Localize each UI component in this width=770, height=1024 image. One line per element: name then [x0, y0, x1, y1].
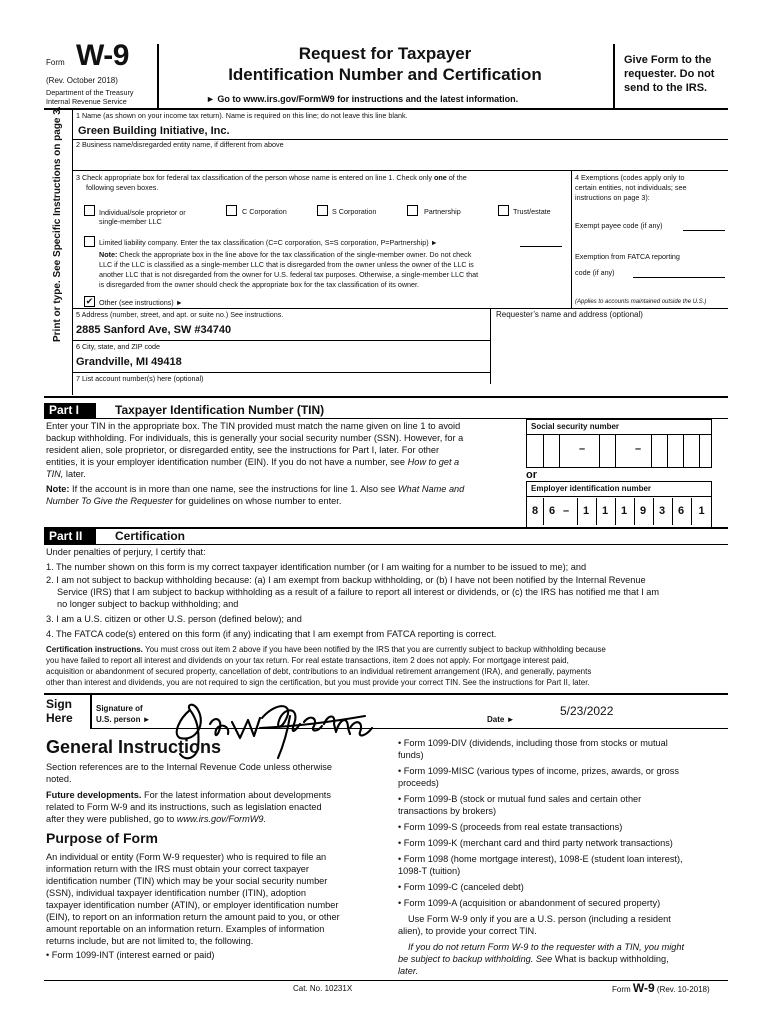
- exemptions-label-2: certain entities, not individuals; see: [575, 183, 687, 192]
- cert-item-4: 4. The FATCA code(s) entered on this form (if any) indicating that I am exempt from FATCA reporting is correct.: [46, 629, 497, 639]
- exemptions-label-3: instructions on page 3):: [575, 193, 650, 202]
- list-item: • Form 1099-INT (interest earned or paid): [46, 950, 215, 960]
- general-text-2: noted.: [46, 774, 72, 784]
- llc-classification-field[interactable]: [520, 246, 562, 247]
- ein-digit: 1: [596, 498, 613, 525]
- purpose-text: information return with the IRS must obtain your correct taxpayer: [46, 864, 309, 874]
- form-label: Form: [46, 58, 65, 67]
- cert-item-1: 1. The number shown on this form is my correct taxpayer identification number (or I am waiting for a number to be issued to me); and: [46, 562, 587, 572]
- backup-note-3: later.: [398, 966, 419, 976]
- list-item: • Form 1099-A (acquisition or abandonment of secured property): [398, 898, 661, 908]
- revision: (Rev. October 2018): [46, 76, 118, 85]
- exempt-payee-label: Exempt payee code (if any): [575, 221, 663, 230]
- general-text-1: Section references are to the Internal Revenue Code unless otherwise: [46, 762, 333, 772]
- individual-label-2: single-member LLC: [99, 217, 162, 226]
- purpose-text: returns include, but are not limited to, the following.: [46, 936, 254, 946]
- backup-note-2: be subject to backup withholding. See What is backup withholding,: [398, 954, 669, 964]
- other-checkbox[interactable]: ✔: [85, 296, 94, 306]
- list-item: • Form 1099-B (stock or mutual fund sales and certain other: [398, 794, 642, 804]
- list-item: • Form 1099-C (canceled debt): [398, 882, 524, 892]
- signature-label-1: Signature of: [96, 704, 143, 713]
- account-numbers-field[interactable]: [78, 384, 718, 394]
- fatca-applies-note: (Applies to accounts maintained outside the U.S.): [575, 299, 707, 305]
- backup-note-1: If you do not return Form W-9 to the requester with a TIN, you might: [408, 942, 685, 952]
- line3-label-cont: following seven boxes.: [86, 183, 159, 192]
- llc-checkbox[interactable]: [84, 236, 95, 247]
- part2-tag: Part II: [44, 529, 96, 544]
- give-form-note-3: send to the IRS.: [624, 82, 708, 94]
- signature-label-2: U.S. person ►: [96, 715, 151, 724]
- ssn-field[interactable]: – –: [526, 434, 712, 468]
- goto-instructions: ► Go to www.irs.gov/FormW9 for instructions and the latest information.: [206, 94, 519, 104]
- line7-label: 7 List account number(s) here (optional): [76, 374, 204, 383]
- ein-digit: 6: [672, 498, 689, 525]
- part1-note-1: Note: If the account is in more than one name, see the instructions for line 1. Also see What Name and: [46, 484, 465, 494]
- give-form-note-2: requester. Do not: [624, 68, 715, 80]
- give-form-note-1: Give Form to the: [624, 54, 712, 66]
- list-item: • Form 1099-MISC (various types of income, prizes, awards, or gross: [398, 766, 679, 776]
- fatca-label-2: code (if any): [575, 268, 615, 277]
- list-item: • Form 1099-DIV (dividends, including those from stocks or mutual: [398, 738, 668, 748]
- business-name-field[interactable]: [78, 150, 718, 168]
- llc-note-2: LLC if the LLC is classified as a single-member LLC that is disregarded from the owner unless the owner of the LLC is: [99, 260, 474, 269]
- trust-label: Trust/estate: [513, 207, 551, 216]
- ein-digit: 6: [543, 498, 560, 525]
- individual-label-1: Individual/sole proprietor or: [99, 208, 186, 217]
- list-item: 1098-T (tuition): [398, 866, 461, 876]
- llc-note: Note: Check the appropriate box in the line above for the tax classification of the single-member owner. Do not check: [99, 250, 472, 259]
- form-number: W-9: [76, 39, 129, 72]
- fatca-field[interactable]: [633, 277, 725, 278]
- part1-text-5: TIN, later.: [46, 469, 86, 479]
- cert-item-2: 2. I am not subject to backup withholding because: (a) I am exempt from backup withholding, or (b) I have not been notified by the Internal Revenue: [46, 575, 646, 585]
- list-item: transactions by brokers): [398, 806, 497, 816]
- partnership-label: Partnership: [424, 207, 461, 216]
- llc-label: Limited liability company. Enter the tax classification (C=C corporation, S=S corporation, P=Partnership) ►: [99, 238, 438, 247]
- form-header: [0, 0, 770, 112]
- exempt-payee-field[interactable]: [683, 230, 725, 231]
- line2-label: 2 Business name/disregarded entity name, if different from above: [76, 140, 284, 149]
- sign-label: Sign: [46, 697, 72, 711]
- purpose-text: (EIN), to report on an information return the amount paid to you, or other: [46, 912, 340, 922]
- name-field[interactable]: Green Building Initiative, Inc.: [78, 125, 230, 137]
- ein-digit: 1: [615, 498, 632, 525]
- purpose-text: taxpayer identification number (ATIN), or employer identification number: [46, 900, 339, 910]
- part1-text-3: resident alien, sole proprietor, or disregarded entity, see the instructions for Part I, later. For other: [46, 445, 440, 455]
- purpose-text: identification number (TIN) which may be your social security number: [46, 876, 328, 886]
- purpose-text: amount reportable on an information return. Examples of information: [46, 924, 325, 934]
- trust-checkbox[interactable]: [498, 205, 509, 216]
- purpose-text: An individual or entity (Form W-9 requester) who is required to file an: [46, 852, 327, 862]
- cert-intro: Under penalties of perjury, I certify that:: [46, 547, 206, 557]
- here-label: Here: [46, 711, 73, 725]
- ein-digit: 9: [634, 498, 651, 525]
- part1-title: Taxpayer Identification Number (TIN): [115, 403, 325, 417]
- individual-checkbox[interactable]: [84, 205, 95, 216]
- future-dev-2: related to Form W-9 and its instructions, such as legislation enacted: [46, 802, 322, 812]
- list-item: • Form 1099-K (merchant card and third party network transactions): [398, 838, 673, 848]
- or-label: or: [526, 469, 537, 481]
- fatca-label-1: Exemption from FATCA reporting: [575, 252, 680, 261]
- s-corp-label: S Corporation: [332, 207, 377, 216]
- ein-label-box: Employer identification number: [526, 481, 712, 497]
- cert-item-2b: Service (IRS) that I am subject to backup withholding as a result of a failure to report all interest or dividends, or (c) the IRS has notified me that I am: [57, 587, 660, 597]
- side-instructions-label: Print or type. See Specific Instructions on page 3.: [52, 106, 63, 342]
- date-field[interactable]: 5/23/2022: [560, 704, 614, 718]
- part1-text-4: entities, it is your employer identification number (EIN). If you do not have a number, see How to get a: [46, 457, 460, 467]
- future-dev-3: after they were published, go to www.irs.gov/FormW9.: [46, 814, 267, 824]
- requester-label: Requester’s name and address (optional): [496, 310, 643, 319]
- list-item: proceeds): [398, 778, 439, 788]
- list-item: • Form 1099-S (proceeds from real estate transactions): [398, 822, 623, 832]
- part1-text-1: Enter your TIN in the appropriate box. The TIN provided must match the name given on line 1 to avoid: [46, 421, 461, 431]
- cert-instructions-2: you have failed to report all interest and dividends on your tax return. For real estate transactions, item 2 does not apply. For mortgage interest paid,: [46, 656, 569, 665]
- list-item: funds): [398, 750, 424, 760]
- line6-label: 6 City, state, and ZIP code: [76, 342, 161, 351]
- c-corp-label: C Corporation: [242, 207, 287, 216]
- ein-field[interactable]: 8 6 – 1 1 1 9 3 6 1: [526, 496, 712, 529]
- form-title-2: Identification Number and Certification: [228, 65, 542, 84]
- exemptions-label-1: 4 Exemptions (codes apply only to: [575, 173, 685, 182]
- purpose-text: (SSN), individual taxpayer identification number (ITIN), adoption: [46, 888, 306, 898]
- cert-instructions-1: Certification instructions. You must cross out item 2 above if you have been notified by the IRS that you are currently subject to backup withholding because: [46, 645, 606, 654]
- c-corp-checkbox[interactable]: [226, 205, 237, 216]
- part2-title: Certification: [115, 529, 186, 543]
- agency: Internal Revenue Service: [46, 97, 127, 106]
- ein-digit: 1: [691, 498, 711, 525]
- ein-digit: 8: [531, 505, 539, 517]
- line5-label: 5 Address (number, street, and apt. or suite no.) See instructions.: [76, 310, 284, 319]
- line1-label: 1 Name (as shown on your income tax return). Name is required on this line; do not leave this line blank.: [76, 111, 408, 120]
- department: Department of the Treasury: [46, 88, 134, 97]
- cert-item-3: 3. I am a U.S. citizen or other U.S. person (defined below); and: [46, 614, 302, 624]
- line3-label: 3 Check appropriate box for federal tax classification of the person whose name is entered on line 1. Check only one of the: [76, 173, 467, 182]
- address-field[interactable]: 2885 Sanford Ave, SW #34740: [76, 324, 232, 336]
- part1-text-2: backup withholding. For individuals, this is generally your social security number (SSN). However, for a: [46, 433, 464, 443]
- usage-note-2: alien), to provide your correct TIN.: [398, 926, 537, 936]
- cert-item-2c: no longer subject to backup withholding; and: [57, 599, 239, 609]
- catalog-number: Cat. No. 10231X: [293, 984, 353, 993]
- form-title-1: Request for Taxpayer: [298, 44, 472, 63]
- part1-note-2: Number To Give the Requester for guidelines on whose number to enter.: [46, 496, 342, 506]
- city-state-zip-field[interactable]: Grandville, MI 49418: [76, 356, 182, 368]
- other-label: Other (see instructions) ►: [99, 298, 183, 307]
- ein-digit: 1: [577, 498, 594, 525]
- future-dev-1: Future developments. For the latest information about developments: [46, 790, 331, 800]
- date-label: Date ►: [487, 715, 515, 724]
- partnership-checkbox[interactable]: [407, 205, 418, 216]
- cert-instructions-3: acquisition or abandonment of secured property, cancellation of debt, contributions to an individual retirement arrangement (IRA), and generally, payments: [46, 667, 592, 676]
- list-item: • Form 1098 (home mortgage interest), 1098-E (student loan interest),: [398, 854, 683, 864]
- ein-digit: 3: [653, 498, 670, 525]
- llc-note-4: is disregarded from the owner should check the appropriate box for the tax classification of its owner.: [99, 280, 420, 289]
- usage-note-1: Use Form W-9 only if you are a U.S. person (including a resident: [408, 914, 671, 924]
- llc-note-3: another LLC that is not disregarded from the owner for U.S. federal tax purposes. Otherwise, a single-member LLC that: [99, 270, 479, 279]
- cert-instructions-4: other than interest and dividends, you are not required to sign the certification, but you must provide your correct TIN. See the instructions for Part II, later.: [46, 678, 590, 687]
- general-instructions-heading: General Instructions: [46, 737, 222, 757]
- part1-tag: Part I: [44, 403, 96, 418]
- s-corp-checkbox[interactable]: [317, 205, 328, 216]
- purpose-heading: Purpose of Form: [46, 830, 159, 846]
- ssn-label-box: Social security number: [526, 419, 712, 435]
- footer-form-id: Form W-9 (Rev. 10-2018): [612, 981, 710, 995]
